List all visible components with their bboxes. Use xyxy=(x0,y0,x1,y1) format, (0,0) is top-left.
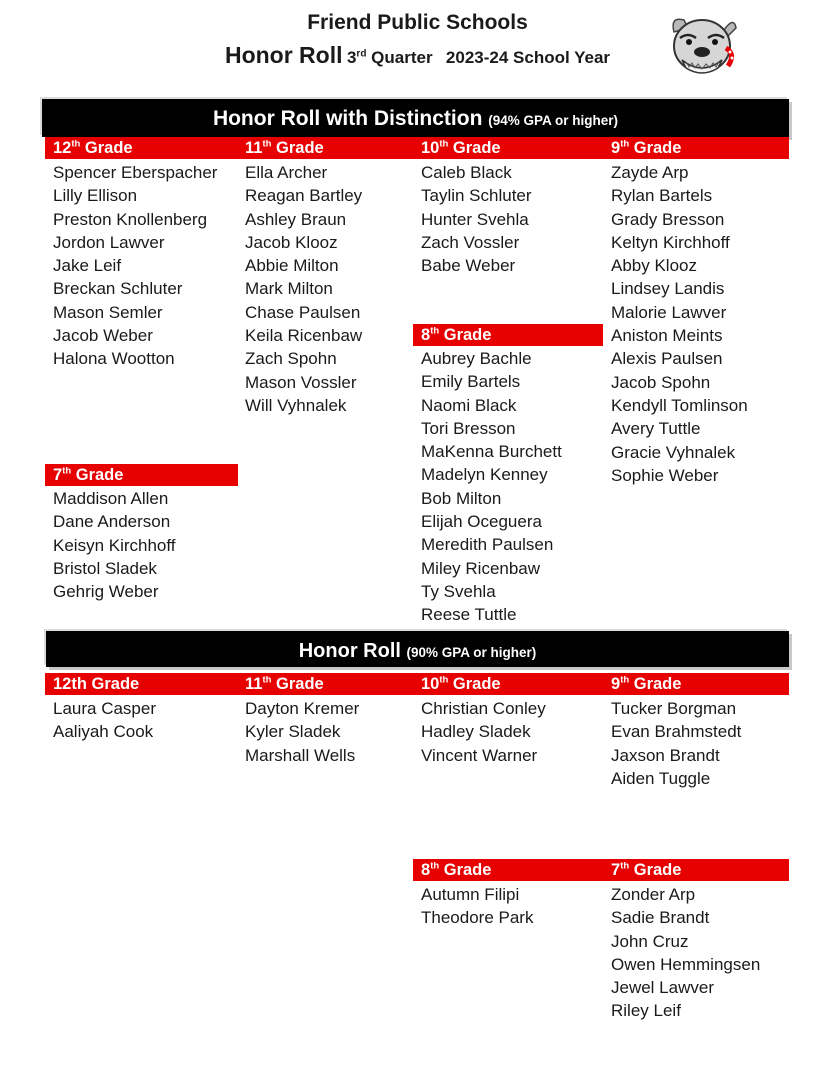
student-name: Aiden Tuggle xyxy=(611,768,711,788)
student-name: Ella Archer xyxy=(245,163,328,182)
quarter-suffix: rd xyxy=(356,48,367,60)
honor-grade-header-12: 12th Grade xyxy=(45,673,238,695)
student-name: Marshall Wells xyxy=(245,745,356,765)
student-name: Owen Hemmingsen xyxy=(611,954,761,974)
grade-header-11: 11th Grade xyxy=(237,137,413,159)
student-name: Zonder Arp xyxy=(611,885,696,904)
student-name: Aniston Meints xyxy=(611,326,723,346)
student-name: Abbie Milton xyxy=(245,256,339,276)
student-name: Laura Casper xyxy=(53,699,157,718)
student-name: Jacob Spohn xyxy=(611,372,711,392)
student-name: Taylin Schluter xyxy=(421,186,532,206)
honor-subtitle: (90% GPA or higher) xyxy=(406,645,537,660)
student-name: Jacob Klooz xyxy=(245,232,338,252)
grade-header-8: 8th Grade xyxy=(413,324,603,346)
student-name: Jordon Lawver xyxy=(53,232,165,252)
grade-11-names xyxy=(237,161,362,417)
student-name: Will Vyhnalek xyxy=(245,395,347,415)
student-name: Theodore Park xyxy=(421,908,534,928)
honor-grade-header-11: 11th Grade xyxy=(237,673,413,695)
student-name: Ty Svehla xyxy=(421,581,496,601)
quarter-number: 3 xyxy=(346,48,357,67)
student-name: Riley Leif xyxy=(611,1001,681,1021)
honor-grade-12-names xyxy=(45,697,156,744)
student-name: Maddison Allen xyxy=(53,489,169,508)
student-name: Madelyn Kenney xyxy=(421,465,548,485)
student-name: Grady Bresson xyxy=(611,209,725,229)
student-name: Preston Knollenberg xyxy=(53,209,208,229)
student-name: Kendyll Tomlinson xyxy=(611,395,748,415)
grade-header-9: 9th Grade xyxy=(603,137,789,159)
honor-grade-header-10: 10th Grade xyxy=(413,673,603,695)
grade-header-12: 12th Grade xyxy=(45,137,238,159)
distinction-subtitle: (94% GPA or higher) xyxy=(488,113,619,128)
grade-8-names xyxy=(413,347,562,627)
student-name: Bristol Sladek xyxy=(53,558,157,578)
student-name: Halona Wootton xyxy=(53,349,175,369)
student-name: Dayton Kremer xyxy=(245,699,360,718)
honor-grade-8-names xyxy=(413,883,533,930)
student-name: Hunter Svehla xyxy=(421,209,529,229)
student-name: Sadie Brandt xyxy=(611,908,710,928)
grade-12-names xyxy=(45,161,217,371)
student-name: Naomi Black xyxy=(421,395,517,415)
quarter-word: Quarter xyxy=(371,48,433,67)
student-name: Mark Milton xyxy=(245,279,333,299)
student-name: Chase Paulsen xyxy=(245,302,361,322)
school-year: 2023-24 School Year xyxy=(445,48,611,67)
honor-grade-11-names xyxy=(237,697,359,767)
student-name: Gracie Vyhnalek xyxy=(611,442,736,462)
student-name: Elijah Oceguera xyxy=(421,512,542,532)
title-main: Honor Roll xyxy=(224,42,343,68)
student-name: Emily Bartels xyxy=(421,372,521,392)
student-name: Keisyn Kirchhoff xyxy=(53,535,176,555)
student-name: Caleb Black xyxy=(421,163,512,182)
grade-9-names xyxy=(603,161,748,487)
student-name: Zach Spohn xyxy=(245,349,337,369)
student-name: Malorie Lawver xyxy=(611,302,727,322)
honor-title: Honor Roll xyxy=(298,640,401,662)
student-name: Evan Brahmstedt xyxy=(611,722,742,742)
student-name: Zayde Arp xyxy=(611,163,689,182)
student-name: John Cruz xyxy=(611,931,689,951)
student-name: Alexis Paulsen xyxy=(611,349,723,369)
student-name: Spencer Eberspacher xyxy=(53,163,218,182)
student-name: Rylan Bartels xyxy=(611,186,713,206)
student-name: Lilly Ellison xyxy=(53,186,138,206)
student-name: Tucker Borgman xyxy=(611,699,737,718)
student-name: Zach Vossler xyxy=(421,232,520,252)
grade-7-names xyxy=(45,487,176,603)
student-name: Aubrey Bachle xyxy=(421,349,532,368)
student-name: Babe Weber xyxy=(421,256,516,276)
student-name: Reagan Bartley xyxy=(245,186,363,206)
student-name: Mason Vossler xyxy=(245,372,357,392)
student-name: Jacob Weber xyxy=(53,326,153,346)
student-name: Autumn Filipi xyxy=(421,885,520,904)
grade-10-names xyxy=(413,161,532,277)
student-name: Dane Anderson xyxy=(53,512,171,532)
bulldog-mascot-icon xyxy=(664,10,744,80)
honor-grade-header-9: 9th Grade xyxy=(603,673,789,695)
student-name: Miley Ricenbaw xyxy=(421,558,541,578)
student-name: Tori Bresson xyxy=(421,418,516,438)
student-name: Lindsey Landis xyxy=(611,279,725,299)
student-name: Hadley Sladek xyxy=(421,722,531,742)
student-name: Mason Semler xyxy=(53,302,163,322)
student-name: Keltyn Kirchhoff xyxy=(611,232,730,252)
student-name: Gehrig Weber xyxy=(53,582,159,602)
student-name: Keila Ricenbaw xyxy=(245,326,363,346)
honor-grade-9-names xyxy=(603,697,741,790)
grade-header-7: 7th Grade xyxy=(45,464,238,486)
honor-grade-header-8: 8th Grade xyxy=(413,859,603,881)
student-name: Avery Tuttle xyxy=(611,419,701,439)
student-name: Christian Conley xyxy=(421,699,546,718)
distinction-title: Honor Roll with Distinction xyxy=(212,107,483,130)
student-name: Ashley Braun xyxy=(245,209,347,229)
student-name: MaKenna Burchett xyxy=(421,442,562,462)
student-name: Aaliyah Cook xyxy=(53,722,154,742)
student-name: Jewel Lawver xyxy=(611,978,714,998)
student-name: Meredith Paulsen xyxy=(421,535,554,555)
honor-roll-banner xyxy=(46,631,789,667)
grade-header-10: 10th Grade xyxy=(413,137,603,159)
student-name: Reese Tuttle xyxy=(421,605,517,625)
student-name: Jake Leif xyxy=(53,256,122,276)
honor-grade-7-names xyxy=(603,883,760,1023)
student-name: Kyler Sladek xyxy=(245,722,341,742)
student-name: Abby Klooz xyxy=(611,256,697,276)
student-name: Sophie Weber xyxy=(611,465,719,485)
honor-grade-header-7: 7th Grade xyxy=(603,859,789,881)
school-name: Friend Public Schools xyxy=(307,11,528,34)
student-name: Bob Milton xyxy=(421,488,502,508)
student-name: Vincent Warner xyxy=(421,745,538,765)
student-name: Jaxson Brandt xyxy=(611,745,720,765)
honor-grade-10-names xyxy=(413,697,546,767)
distinction-banner xyxy=(42,99,789,137)
student-name: Breckan Schluter xyxy=(53,279,183,299)
